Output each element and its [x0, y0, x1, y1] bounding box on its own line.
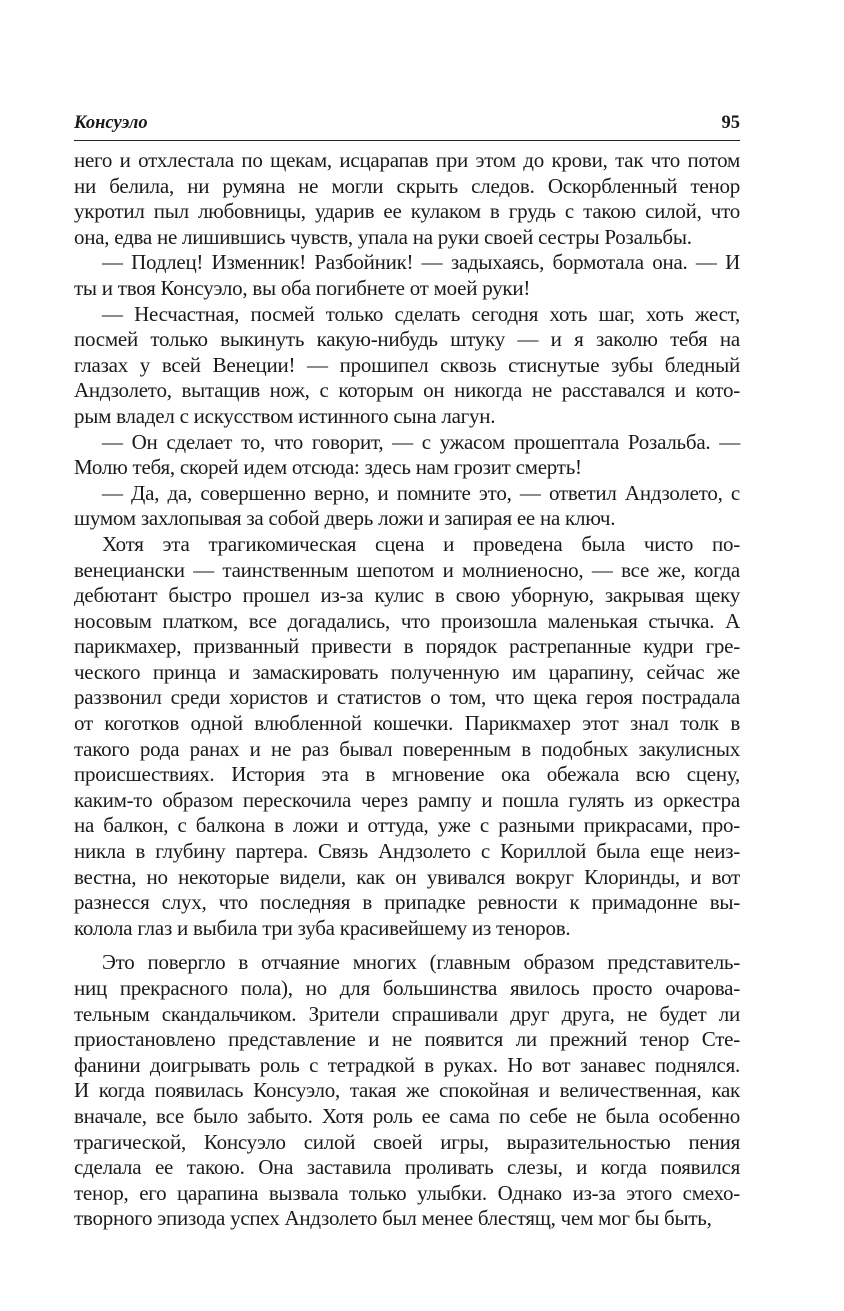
- text-line: — Несчастная, посмей только сделать сегодня хоть шаг, хоть жест,: [102, 301, 740, 326]
- text-line: парикмахер, призванный привести в порядок растрепанные кудри гре-: [74, 634, 740, 659]
- text-line: сделала ее такою. Она заставила проливать слезы, и когда появился: [74, 1155, 740, 1180]
- text-line: глазах у всей Венеции! — прошипел сквозь стиснутые зубы бледный: [74, 352, 740, 377]
- text-line: носовым платком, все догадались, что произошла маленькая стычка. А: [74, 608, 740, 633]
- text-line: происшествиях. История эта в мгновение ока обежала всю сцену,: [74, 762, 740, 787]
- text-line: ческого принца и замаскировать полученную им царапину, сейчас же: [74, 659, 740, 684]
- text-line: вестна, но некоторые видели, как он увивался вокруг Клоринды, и вот: [74, 864, 740, 889]
- paragraph: [74, 302, 740, 430]
- text-line: — Подлец! Изменник! Разбойник! — задыхаясь, бормотала она. — И: [102, 250, 740, 275]
- text-line: раззвонил среди хористов и статистов о том, что щека героя пострадала: [74, 685, 740, 710]
- paragraph: [74, 950, 740, 1232]
- text-line: фанини доигрывать роль с тетрадкой в руках. Но вот занавес поднялся.: [74, 1052, 740, 1077]
- text-line: — Он сделает то, что говорит, — с ужасом прошептала Розальба. —: [102, 429, 740, 454]
- text-line: рым владел с искусством истинного сына лагун.: [74, 403, 496, 428]
- text-line: укротил пыл любовницы, ударив ее кулаком в грудь с такою силой, что: [74, 199, 740, 224]
- text-line: на балкон, с балкона в ложи и оттуда, уже с разными прикрасами, про-: [74, 813, 740, 838]
- text-line: приостановлено представление и не появится ли прежний тенор Сте-: [74, 1027, 740, 1052]
- body-text: [74, 148, 740, 1232]
- page-number: 95: [721, 113, 740, 133]
- text-line: творного эпизода успех Андзолето был менее блестящ, чем мог бы быть,: [74, 1206, 712, 1231]
- text-line: разнесся слух, что последняя в припадке ревности к примадонне вы-: [74, 890, 740, 915]
- text-line: каким-то образом перескочила через рампу и пошла гулять из оркестра: [74, 787, 740, 812]
- paragraph: [74, 532, 740, 942]
- text-line: такого рода ранах и не раз бывал поверенным в подобных закулисных: [74, 736, 740, 761]
- text-line: Молю тебя, скорей идем отсюда: здесь нам грозит смерть!: [74, 455, 582, 480]
- paragraph: [74, 430, 740, 481]
- text-line: тельным скандальчиком. Зрители спрашивали друг друга, не будет ли: [74, 1001, 740, 1026]
- paragraph: [74, 250, 740, 301]
- text-line: никла в глубину партера. Связь Андзолето с Кориллой была еще неиз-: [74, 839, 740, 864]
- text-line: от коготков одной влюбленной кошечки. Парикмахер этот знал толк в: [74, 711, 740, 736]
- text-line: ниц прекрасного пола), но для большинства явилось просто очарова-: [74, 976, 740, 1000]
- text-line: шумом захлопывая за собой дверь ложи и запирая ее на ключ.: [74, 506, 616, 531]
- text-line: него и отхлестала по щекам, исцарапав при этом до крови, так что потом: [74, 148, 740, 172]
- text-line: ни белила, ни румяна не могли скрыть следов. Оскорбленный тенор: [74, 173, 740, 198]
- text-line: венециански — таинственным шепотом и молниеносно, — все же, когда: [74, 557, 740, 582]
- text-line: она, едва не лишившись чувств, упала на руки своей сестры Розальбы.: [74, 224, 692, 249]
- text-line: посмей только выкинуть какую-нибудь штуку — и я заколю тебя на: [74, 327, 740, 352]
- text-line: Это повергло в отчаяние многих (главным образом представитель-: [102, 950, 740, 975]
- paragraph: [74, 481, 740, 532]
- text-line: дебютант быстро прошел из-за кулис в свою уборную, закрывая щеку: [74, 583, 740, 608]
- running-title: Консуэло: [74, 113, 148, 133]
- text-line: ты и твоя Консуэло, вы оба погибнете от моей руки!: [74, 275, 531, 300]
- text-line: вначале, все было забыто. Хотя роль ее сама по себе не была особенно: [74, 1103, 740, 1128]
- text-line: тенор, его царапина вызвала только улыбки. Однако из-за этого смехо-: [74, 1180, 740, 1205]
- text-line: — Да, да, совершенно верно, и помните это, — ответил Андзолето, с: [102, 480, 740, 505]
- text-line: трагической, Консуэло силой своей игры, выразительностью пения: [74, 1129, 740, 1154]
- text-line: Андзолето, вытащив нож, с которым он никогда не расставался и кото-: [74, 378, 740, 403]
- text-line: И когда появилась Консуэло, такая же спокойная и величественная, как: [74, 1078, 740, 1103]
- paragraph: [74, 148, 740, 250]
- text-line: Хотя эта трагикомическая сцена и проведена была чисто по-: [102, 531, 740, 556]
- text-line: колола глаз и выбила три зуба красивейшему из теноров.: [74, 915, 571, 940]
- page-header: [74, 110, 740, 141]
